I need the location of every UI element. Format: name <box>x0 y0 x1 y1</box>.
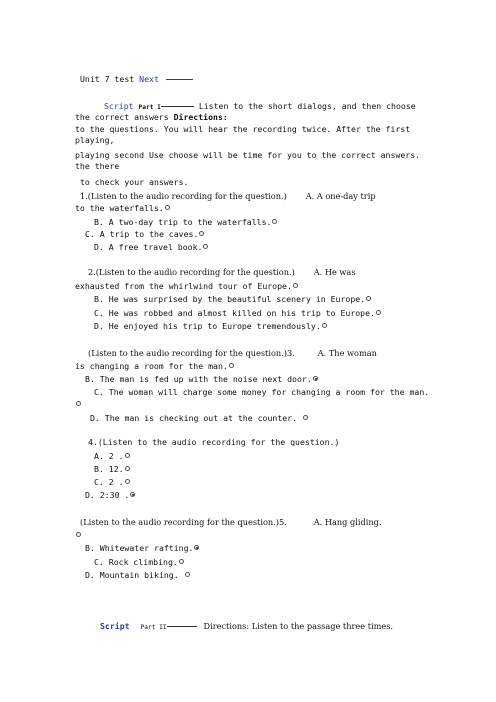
part1-intro-line5: playing second Use choose will be time for you to the correct answers. <box>75 150 421 160</box>
question-2-option-c[interactable] <box>94 308 381 319</box>
question-5-stem <box>80 517 381 528</box>
question-1-stem-cont <box>75 203 170 214</box>
question-3-option-d[interactable] <box>90 413 308 424</box>
question-1-option-a[interactable]: A. A one-day trip <box>305 191 376 201</box>
question-4-stem <box>88 437 339 448</box>
question-4-option-a[interactable] <box>94 451 130 462</box>
radio-icon[interactable] <box>76 532 81 537</box>
question-3-stem <box>88 348 377 359</box>
option-label: B. Whitewater rafting. <box>85 543 194 553</box>
radio-icon[interactable] <box>322 323 327 328</box>
part1-script-link[interactable]: Script <box>104 101 134 111</box>
question-5-option-b[interactable] <box>85 543 199 554</box>
part2-directions: Directions: Listen to the passage three times. <box>203 621 394 631</box>
part1-intro-line7: to check your answers. <box>80 177 189 187</box>
question-1-stem <box>80 191 376 202</box>
question-2-stem-cont <box>75 281 298 292</box>
part1-intro-text: Listen to the short dialogs, and then choose <box>198 101 416 111</box>
question-2-option-d[interactable] <box>94 321 327 332</box>
question-1-option-b[interactable] <box>94 217 277 228</box>
question-3-option-c[interactable] <box>94 387 429 398</box>
option-label: D. Mountain biking. <box>85 570 179 580</box>
question-1-option-a-cont: to the waterfalls. <box>75 203 164 213</box>
radio-icon[interactable] <box>203 244 208 249</box>
option-label: C. A trip to the caves. <box>85 229 199 239</box>
question-3-option-c-radio-row <box>75 399 81 410</box>
next-underline <box>166 79 193 80</box>
question-4-option-b[interactable] <box>94 464 130 475</box>
question-2-stem <box>88 267 356 278</box>
radio-icon[interactable] <box>179 559 184 564</box>
option-label: D. A free travel book. <box>94 242 203 252</box>
part1-intro-line6: the there <box>75 161 120 171</box>
radio-icon[interactable] <box>125 453 130 458</box>
radio-selected-icon[interactable] <box>313 376 318 381</box>
radio-icon[interactable] <box>185 572 190 577</box>
part1-intro-line3: to the questions. You will hear the recording twice. After the first <box>75 124 411 134</box>
radio-icon[interactable] <box>229 363 234 368</box>
question-3-option-b[interactable] <box>85 374 318 385</box>
question-2-prompt: 2.(Listen to the audio recording for the question.) <box>88 267 295 277</box>
option-label: B. He was surprised by the beautiful scenery in Europe. <box>94 294 366 304</box>
radio-icon[interactable] <box>376 310 381 315</box>
radio-icon[interactable] <box>366 296 371 301</box>
radio-icon[interactable] <box>125 466 130 471</box>
question-2-option-b[interactable] <box>94 294 371 305</box>
part1-answer-blank <box>161 106 194 107</box>
part2-header <box>100 621 393 633</box>
question-3-stem-cont <box>75 361 234 372</box>
option-label: C. He was robbed and almost killed on his trip to Europe. <box>94 308 375 318</box>
question-4-prompt: 4.(Listen to the audio recording for the question.) <box>88 437 340 447</box>
option-label: D. The man is checking out at the counter. <box>90 413 298 423</box>
radio-icon[interactable] <box>125 479 130 484</box>
part1-line2-text: the correct answers <box>75 112 169 122</box>
radio-icon[interactable] <box>76 401 81 406</box>
question-2-option-a[interactable]: A. He was <box>313 267 356 277</box>
option-label: D. 2:30 . <box>85 490 130 500</box>
question-1-prompt: 1.(Listen to the audio recording for the question.) <box>80 191 287 201</box>
question-4-option-d[interactable] <box>85 490 135 501</box>
option-label: C. Rock climbing. <box>94 557 178 567</box>
part1-intro-line4: playing, <box>75 135 115 145</box>
radio-icon[interactable] <box>272 219 277 224</box>
radio-selected-icon[interactable] <box>130 492 135 497</box>
header <box>80 74 193 85</box>
part1-directions-label: Directions: <box>173 112 228 122</box>
question-5-option-c[interactable] <box>94 557 184 568</box>
question-3-option-a[interactable]: A. The woman <box>317 348 377 358</box>
part2-label: Part II <box>140 624 167 631</box>
question-5-prompt: (Listen to the audio recording for the question.)5. <box>80 517 287 527</box>
option-label: B. A two-day trip to the waterfalls. <box>94 217 272 227</box>
radio-selected-icon[interactable] <box>194 545 199 550</box>
radio-icon[interactable] <box>303 415 308 420</box>
option-label: C. The woman will charge some money for changing a room for the man. <box>94 387 430 397</box>
part2-script-link[interactable]: Script <box>100 621 130 631</box>
question-5-option-a[interactable]: A. Hang gliding. <box>313 517 382 527</box>
part1-label: Part I <box>138 104 161 111</box>
radio-icon[interactable] <box>293 283 298 288</box>
part1-intro-line2 <box>75 112 228 123</box>
next-link[interactable]: Next <box>139 74 159 84</box>
option-label: A. 2 . <box>94 451 124 461</box>
radio-icon[interactable] <box>165 205 170 210</box>
option-label: B. 12. <box>94 464 124 474</box>
question-3-option-a-cont: is changing a room for the man. <box>75 361 228 371</box>
question-2-option-a-cont: exhausted from the whirlwind tour of Europe. <box>75 281 292 291</box>
part2-answer-blank <box>167 626 197 627</box>
question-5-option-d[interactable] <box>85 570 190 581</box>
option-label: D. He enjoyed his trip to Europe tremendously. <box>94 321 321 331</box>
question-3-prompt: (Listen to the audio recording for the question.)3. <box>88 348 295 358</box>
unit-title: Unit 7 test <box>80 74 135 84</box>
question-1-option-d[interactable] <box>94 242 208 253</box>
radio-icon[interactable] <box>199 231 204 236</box>
question-5-option-a-radio-row <box>75 530 81 541</box>
option-label: C. 2 . <box>94 477 124 487</box>
option-label: B. The man is fed up with the noise next door. <box>85 374 312 384</box>
question-4-option-c[interactable] <box>94 477 130 488</box>
question-1-option-c[interactable] <box>85 229 204 240</box>
